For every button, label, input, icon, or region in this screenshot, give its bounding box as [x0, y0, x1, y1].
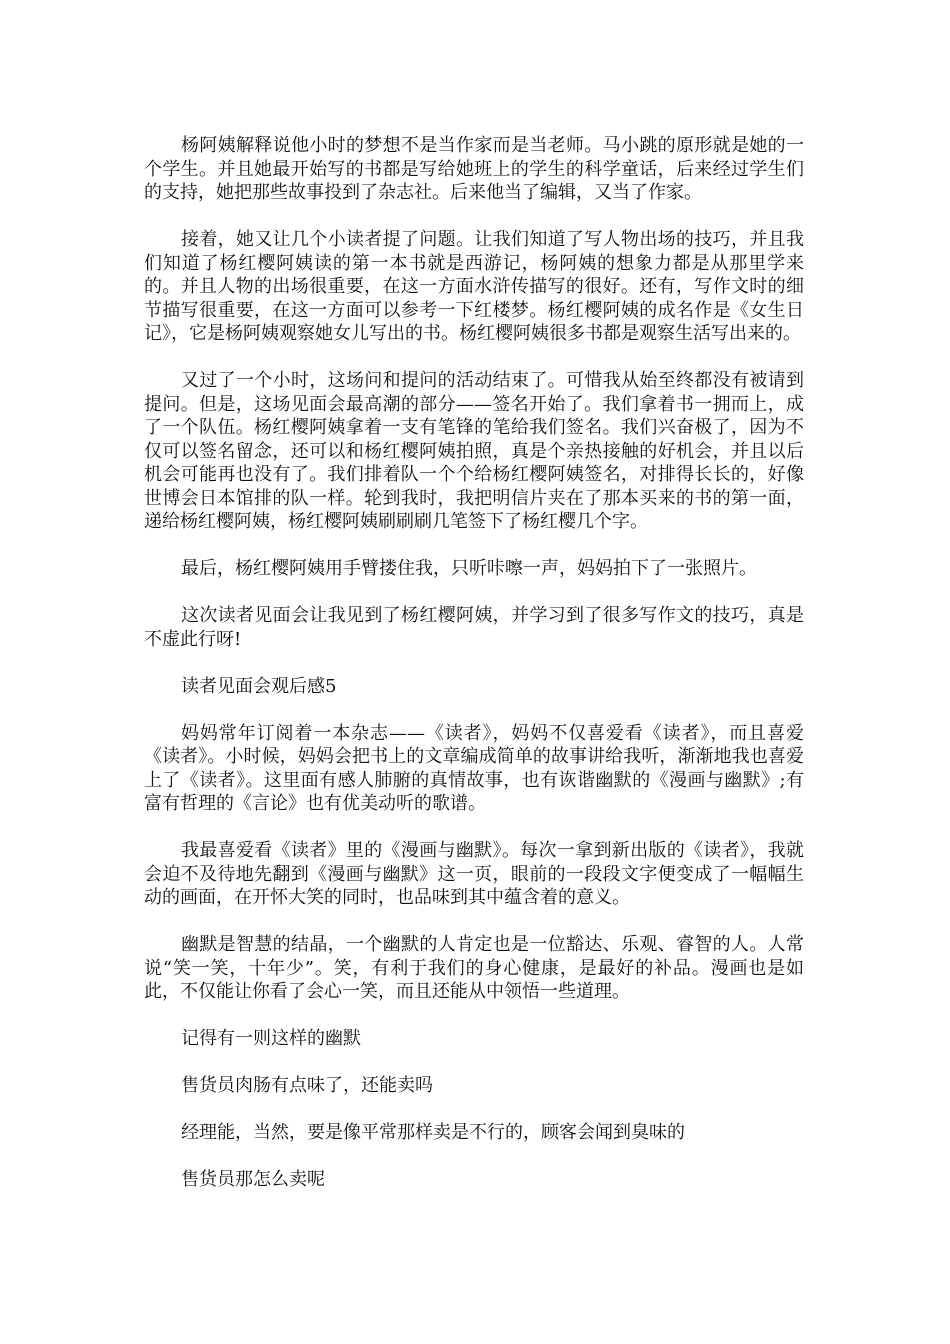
dialogue-line: 售货员那怎么卖呢	[181, 1169, 325, 1190]
dialogue-line: 经理能，当然，要是像平常那样卖是不行的，顾客会闻到臭味的	[181, 1122, 685, 1143]
paragraph: 妈妈常年订阅着一本杂志——《读者》，妈妈不仅喜爱看《读者》，而且喜爱《读者》。小时候，妈妈会把书上的文章编成简单的故事讲给我听，渐渐地我也喜爱上了《读者》。这里面有感人肺腑的真情故事，也有诙谐幽默的《漫画与幽默》;有富有哲理的《言论》也有优美动听的歌谱。	[144, 722, 804, 814]
document-page	[144, 134, 804, 1215]
paragraph: 最后，杨红樱阿姨用手臂搂住我，只听咔嚓一声，妈妈拍下了一张照片。	[181, 558, 757, 579]
dialogue-line: 售货员肉肠有点味了，还能卖吗	[181, 1075, 433, 1096]
paragraph: 这次读者见面会让我见到了杨红樱阿姨，并学习到了很多写作文的技巧，真是不虚此行呀!	[144, 605, 804, 650]
section-heading: 读者见面会观后感5	[181, 675, 337, 697]
paragraph: 我最喜爱看《读者》里的《漫画与幽默》。每次一拿到新出版的《读者》，我就会迫不及待地先翻到《漫画与幽默》这一页，眼前的一段段文字便变成了一幅幅生动的画面，在开怀大笑的同时，也品味到其中蕴含着的意义。	[144, 840, 804, 908]
paragraph: 记得有一则这样的幽默	[181, 1028, 361, 1049]
paragraph: 接着，她又让几个小读者提了问题。让我们知道了写人物出场的技巧，并且我们知道了杨红樱阿姨读的第一本书就是西游记，杨阿姨的想象力都是从那里学来的。并且人物的出场很重要，在这一方面水浒传描写的很好。还有，写作文时的细节描写很重要，在这一方面可以参考一下红楼梦。杨红樱阿姨的成名作是《女生日记》，它是杨阿姨观察她女儿写出的书。杨红樱阿姨很多书都是观察生活写出来的。	[144, 229, 804, 344]
paragraph: 又过了一个小时，这场问和提问的活动结束了。可惜我从始至终都没有被请到提问。但是，这场见面会最高潮的部分——签名开始了。我们拿着书一拥而上，成了一个队伍。杨红樱阿姨拿着一支有笔锋的笔给我们签名。我们兴奋极了，因为不仅可以签名留念，还可以和杨红樱阿姨拍照，真是个亲热接触的好机会，并且以后机会可能再也没有了。我们排着队一个个给杨红樱阿姨签名，对排得长长的，好像世博会日本馆排的队一样。轮到我时，我把明信片夹在了那本买来的书的第一面，递给杨红樱阿姨，杨红樱阿姨刷刷刷几笔签下了杨红樱几个字。	[144, 370, 804, 532]
paragraph: 杨阿姨解释说他小时的梦想不是当作家而是当老师。马小跳的原形就是她的一个学生。并且她最开始写的书都是写给她班上的学生的科学童话，后来经过学生们的支持，她把那些故事投到了杂志社。后来他当了编辑，又当了作家。	[144, 135, 804, 203]
paragraph: 幽默是智慧的结晶，一个幽默的人肯定也是一位豁达、乐观、睿智的人。人常说“笑一笑，十年少”。笑，有利于我们的身心健康，是最好的补品。漫画也是如此，不仅能让你看了会心一笑，而且还能从中领悟一些道理。	[144, 934, 804, 1002]
